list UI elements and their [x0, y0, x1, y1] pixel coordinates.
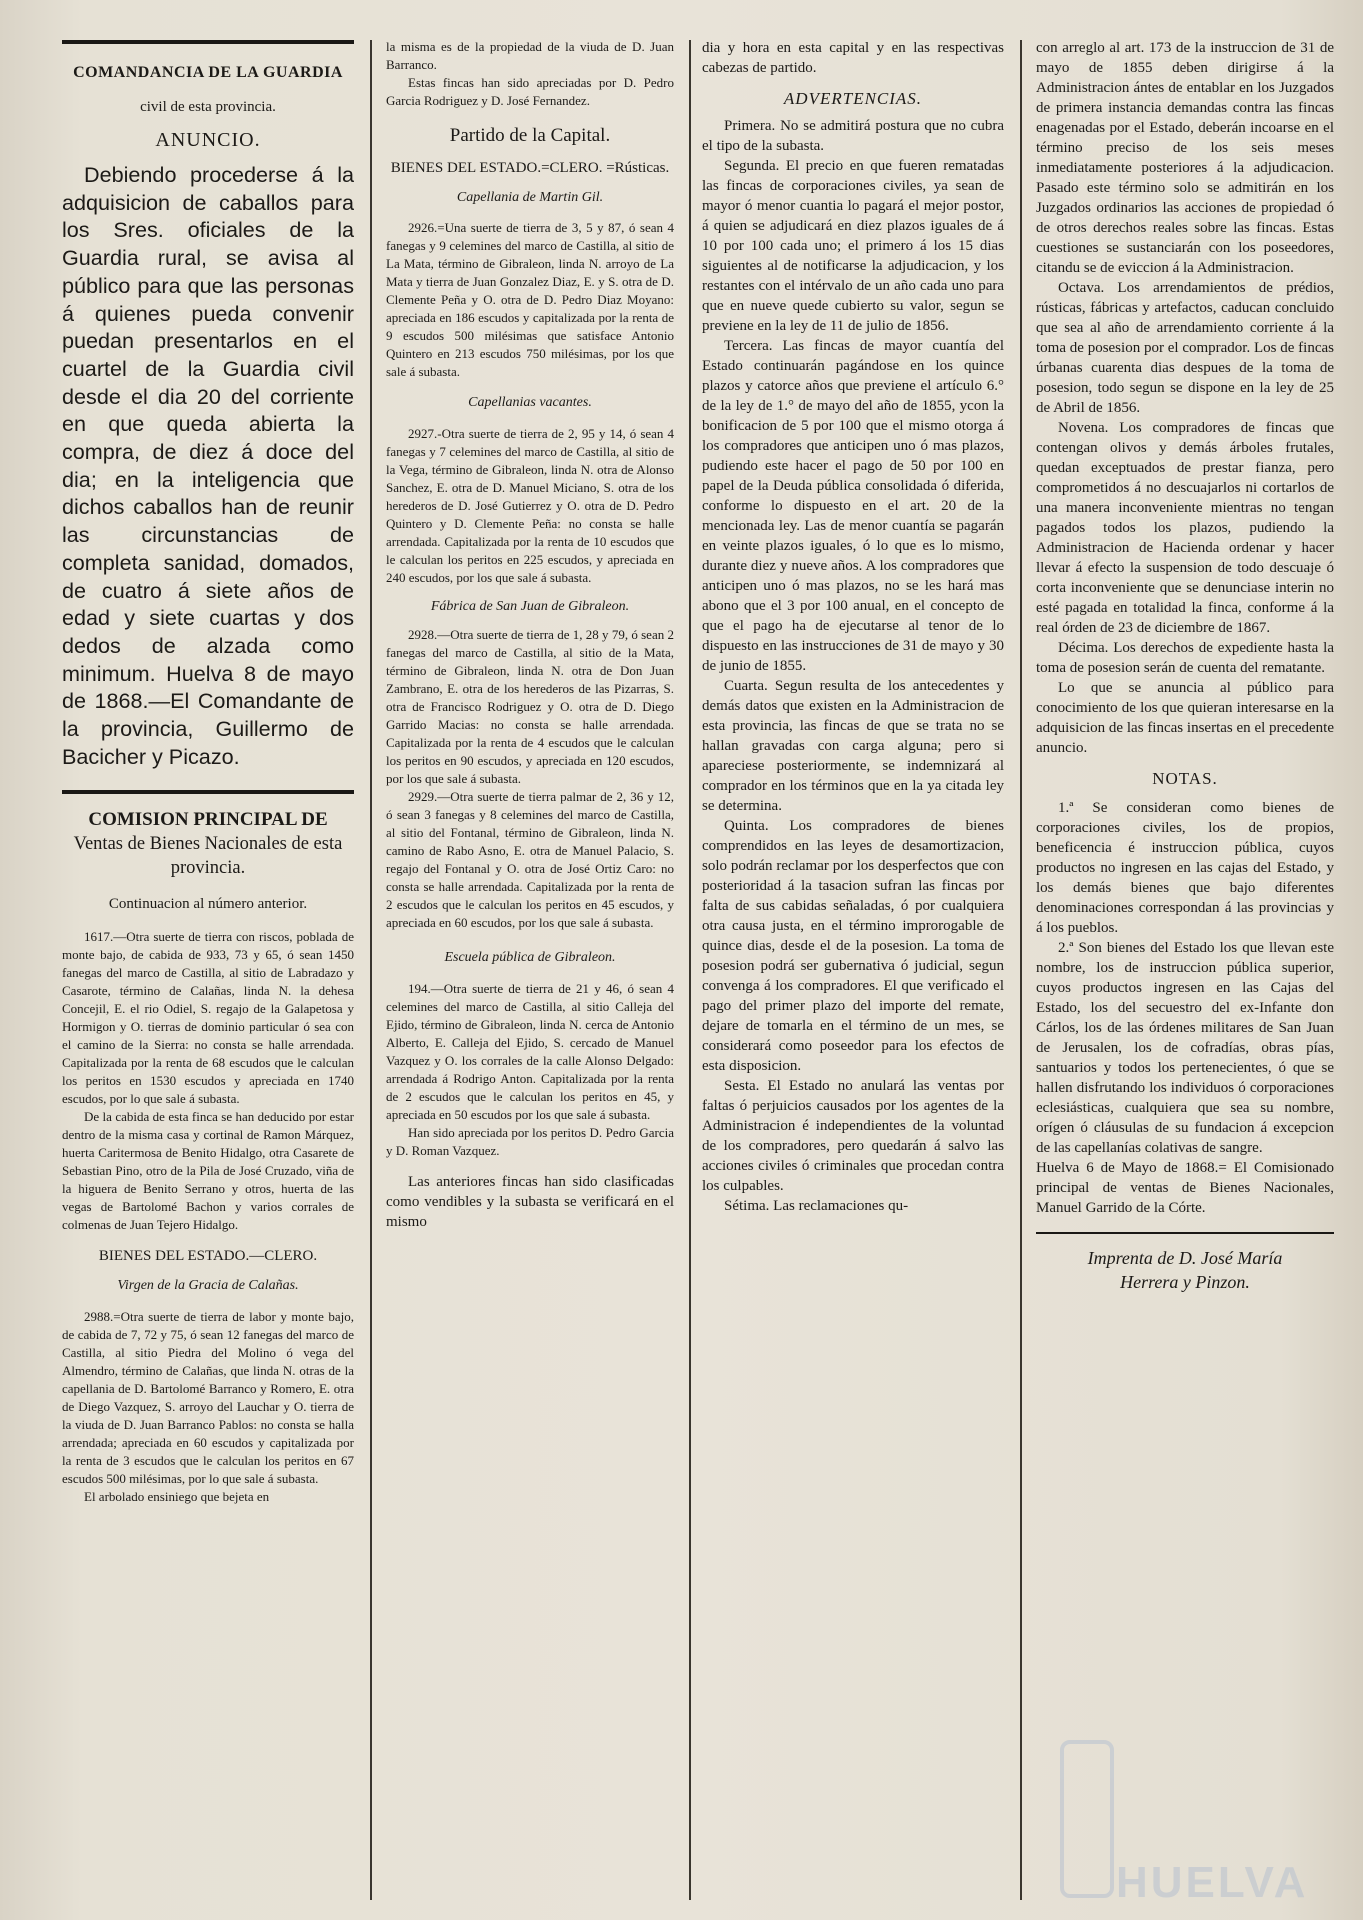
bienes-heading: BIENES DEL ESTADO.—CLERO. [98, 1248, 318, 1265]
archive-watermark [1020, 1700, 1320, 1910]
lot-2929: 2929.—Otra suerte de tierra palmar de 2, 36 y 12, ó sean 3 fanegas y 8 celemines del marco de Castilla, al sitio del Fontanal, término de Gibraleon, linda N. camino de Rabo Asno, E. otra de Manuel Palacio, S. regajo del Fontanal y O. otra de José Ortiz Caro: no consta se halle arrendada. Capitalizada por la renta de 2 escudos que le calculan los peritos en 45 escudos, y apreciada en 60 escudos, por los que sale á subasta. [386, 789, 674, 931]
lot-2988-end: El arbolado ensiniego que bejeta en [84, 1488, 270, 1504]
watermark-text: HUELVA [1116, 1858, 1309, 1907]
guardia-subtitle: civil de esta provincia. [140, 99, 276, 115]
comision-title: COMISION PRINCIPAL DE [88, 809, 328, 831]
apreciadas-note: Estas fincas han sido apreciadas por D. Pedro Garcia Rodriguez y D. José Fernandez. [386, 75, 674, 108]
imprenta-rule [1036, 1232, 1334, 1234]
bienes-heading-2: BIENES DEL ESTADO.=CLERO. =Rústicas. [390, 160, 670, 176]
anuncia-note: Lo que se anuncia al público para conocimiento de los que quieran interesarse en la adquisicion de las fincas insertas en el precedente anuncio. [1036, 680, 1334, 756]
lot-1617: 1617.—Otra suerte de tierra con riscos, poblada de monte bajo, de cabida de 933, 73 y 65, ó sean 1450 fanegas del marco de Castilla, al sitio de Labradazo y Casarote, término de Calañas, linda N. la dehesa Concejil, E. el rio Odiel, S. regajo de la Galapetosa y Hormigon y O. tierras de dominio particular ó sea con el camino de la Sierra: no consta se halle arrendada. Capitalizada por la renta de 68 escudos que le calculan los peritos en 1530 escudos y apreciada en 1740 escudos, por lo que sale á subasta. [62, 929, 354, 1107]
nota-2: 2.ª Son bienes del Estado los que llevan este nombre, los de instruccion pública superior, cuyos productos ingresen en las Cajas del Estado, los del secuestro del ex-Infante don Cárlos, los de las órdenes militares de San Juan de Jerusalen, los de cofradías, obras pías, santuarios y todos los pertenecientes, ó que se hallen disfrutando los individuos ó corporaciones eclesiásticas, cualquiera que sea su nombre, orígen ó cláusulas de su fundacion á excepcion de las capellanías colativas de sangre. [1036, 940, 1334, 1156]
imprenta-line-2: Herrera y Pinzon. [1120, 1272, 1250, 1292]
peritos-note: Han sido apreciada por los peritos D. Pedro Garcia y D. Roman Vazquez. [386, 1124, 674, 1158]
virgen-heading: Virgen de la Gracia de Calañas. [117, 1278, 299, 1294]
lot-2988: 2988.=Otra suerte de tierra de labor y monte bajo, de cabida de 7, 72 y 75, ó sean 12 fanegas del marco de Castilla, al sitio Piedra del Molino ó vega del Almendro, término de Calañas, que linda N. otras de la capellania de D. Bartolomé Barranco y Romero, E. otra de Diego Vazquez, S. arroyo del Lauchar y O. tierra de la viuda de D. Juan Barranco Pablos: no consta se halla arrendada; apreciada en 60 escudos y capitalizada por la renta de 3 escudos que le calculan los peritos en 67 escudos 500 milésimas, por lo que sale á subasta. [62, 1308, 354, 1486]
advertencia-quinta: Quinta. Los compradores de bienes comprendidos en las leyes de desamortizacion, solo podrán reclamar por los desperfectos que con posterioridad á la tasacion sufran las fincas por falta de sus cabidas señaladas, ó por cualquiera otra causa justa, en el término improrogable de quince dias, desde el de la posesion. La toma de posesion podrá ser gubernativa ó judicial, segun convenga á los compradores. El que verificado el pago del primer plazo del importe del remate, dejare de tomarla en el término de un mes, se considerará como poseedor para los efectos de esta disposicion. [702, 818, 1004, 1074]
column-2 [386, 38, 674, 1910]
firma: Huelva 6 de Mayo de 1868.= El Comisionado principal de ventas de Bienes Nacionales, Manuel Garrido de la Córte. [1036, 1160, 1334, 1216]
section-rule [62, 790, 354, 794]
column-1 [62, 38, 354, 1910]
fabrica-heading: Fábrica de San Juan de Gibraleon. [430, 598, 630, 614]
advertencia-tercera: Tercera. Las fincas de mayor cuantía del Estado continuarán pagándose en los quince plazos y catorce años que previene el artículo 6.° de la ley de 1.° de mayo del año de 1855, ycon la bonificacion de 5 por 100 que el mismo otorga á los compradores que anticipen uno ó mas plazos, pudiendo este hacer el pago de 50 por 100 en papel de la Deuda pública consolidada ó diferida, conforme lo dispuesto en el art. 20 de la mencionada ley. Las de menor cuantía se pagarán en veinte plazos iguales, ó lo que es lo mismo, durante diez y nueve años. A los compradores que anticipen uno ó mas plazos, no se les hará mas abono que el 3 por 100 anual, en el concepto de que el pago ha de ejecutarse al tenor de lo dispuesto en las instrucciones de 31 de mayo y 30 de junio de 1855. [702, 338, 1004, 674]
lot-2928: 2928.—Otra suerte de tierra de 1, 28 y 79, ó sean 2 fanegas del marco de Castilla, al sitio de la Mata, término de Gibraleon, linda N. otra de Don Juan Zambrano, E. otra de los herederos de las Pizarras, S. otra de Francisco Rodriguez y O. otra de D. Diego Garrido Macias: no consta se halle arrendada. Capitalizada por la renta de 4 escudos que le calculan los peritos en 90 escudos, y apreciada en 120 escudos, por los que sale á subasta. [386, 627, 674, 787]
notas-heading: NOTAS. [1152, 769, 1218, 788]
seal-icon [1060, 1740, 1114, 1898]
lot-2927: 2927.-Otra suerte de tierra de 2, 95 y 14, ó sean 4 fanegas y 7 celemines del marco de Castilla, al sitio de la Vega, término de Gibraleon, linda N. otra de Alonso Sanchez, E. otra de D. Manuel Miciano, S. otra de los herederos de D. José Gutierrez y O. otra de D. Pedro Quintero y D. Clemente Peña: no consta se halle arrendada. Capitalizada por la renta de 10 escudos que le calculan los peritos en 225 escudos, y apreciada en 240 escudos, por los que sale á subasta. [386, 425, 674, 585]
nota-1: 1.ª Se consideran como bienes de corporaciones civiles, los de propios, beneficencia é instruccion pública, cuyos productos no ingresen en las cajas del Estado, y los demás bienes que bajo diferentes denominaciones correspondan á las provincias y á los pueblos. [1036, 800, 1334, 936]
anuncio-body: Debiendo procederse á la adquisicion de caballos para los Sres. oficiales de la Guardia rural, se avisa al público para que las personas á quienes pueda convenir puedan presentarlos en el cuartel de la Guardia civil desde el dia 20 del corriente en que queda abierta la compra, de diez á doce del dia; en la inteligencia que dichos caballos han de reunir las circunstancias de completa sanidad, domados, de cuatro á siete años de edad y siete cuartas y dos dedos de alzada como minimum. Huelva 8 de mayo de 1868.—El Comandante de la provincia, Guillermo de Bacicher y Picazo. [62, 162, 354, 769]
guardia-title: COMANDANCIA DE LA GUARDIA [73, 64, 343, 81]
continuacion: Continuacion al número anterior. [108, 896, 308, 913]
advertencia-octava: Octava. Los arrendamientos de prédios, rústicas, fábricas y artefactos, caducan concluido que sea al año de arrendamiento corriente á la toma de posesion por el comprador. Los de fincas úrbanas cuarenta dias despues de la toma de posesion, todo segun se dispone en la ley de 25 de Abril de 1856. [1036, 280, 1334, 416]
comision-subtitle: Ventas de Bienes Nacionales de esta provincia. [73, 834, 343, 879]
col2-continuation: la misma es de la propiedad de la viuda de D. Juan Barranco. [386, 39, 674, 72]
column-3 [702, 38, 1004, 1910]
advertencia-setima: Sétima. Las reclamaciones qu- [724, 1198, 909, 1214]
anteriores-note: Las anteriores fincas han sido clasificadas como vendibles y la subasta se verificará en el mismo [386, 1173, 674, 1230]
advertencia-segunda: Segunda. El precio en que fueren rematadas las fincas de corporaciones civiles, ya sean de mayor ó menor cuantia lo pagará el mejor postor, á quien se adjudicará en diez plazos iguales de á 10 por 100 cada uno; el primero á los 15 dias siguientes al de notificarse la adjudicacion, y los restantes con el intérvalo de un año cada uno para que en nueve quede cubierto su valor, segun se previene en la ley de 11 de julio de 1856. [702, 158, 1004, 334]
advertencia-cuarta: Cuarta. Segun resulta de los antecedentes y demás datos que existen en la Administracion de esta provincia, las fincas de que se trata no se hallan gravadas con carga alguna; pero si apareciese posteriormente, se indemnizará al comprador en los términos que en la ya citada ley se determina. [702, 678, 1004, 814]
escuela-heading: Escuela pública de Gibraleon. [444, 950, 616, 966]
imprenta-line-1: Imprenta de D. José María [1087, 1248, 1283, 1268]
top-rule [62, 40, 354, 44]
advertencia-novena: Novena. Los compradores de fincas que contengan olivos y demás árboles frutales, quedan exceptuados de prestar fianza, pero comprometidos á no descuajarlos ni cortarlos de una manera inconveniente mientras no tengan pagados todos los plazos, pudiendo la Administracion de Hacienda ordenar y hacer llevar á efecto la suspension de todo descuaje ó corta inconveniente que se denunciase interin no esté pagada en totalidad la finca, conforme á la real órden de 23 de diciembre de 1867. [1036, 420, 1334, 636]
anuncio-heading: ANUNCIO. [155, 129, 261, 151]
capellania-heading: Capellania de Martin Gil. [456, 190, 604, 205]
column-divider [689, 40, 691, 1900]
column-4 [1036, 38, 1334, 1910]
lot-194: 194.—Otra suerte de tierra de 21 y 46, ó sean 4 celemines del marco de Castilla, al sitio Calleja del Ejido, término de Gibraleon, linda N. cerca de Antonio Alberto, E. Calleja del Ejido, S. cercado de Manuel Vazquez y O. los corrales de la calle Alonso Delgado: arrendada á Rodrigo Anton. Capitalizada por la renta de 2 escudos que le calculan los peritos en 45, y apreciada en 50 escudos por los que sale á subasta. [386, 980, 674, 1122]
lot-1617-note: De la cabida de esta finca se han deducido por estar dentro de la misma casa y cortinal de Ramon Márquez, huerta Caritermosa de Benito Hidalgo, otra Casarete de Sebastian Pino, otro de la Pila de José Cruzado, viña de la higuera de Benito Serrano y otros, huerta de las vegas de Bartolomé Bachon y varios corrales de colmenas de Juan Tejero Hidalgo. [62, 1109, 354, 1233]
column-divider [370, 40, 372, 1900]
advertencias-heading: ADVERTENCIAS. [783, 89, 923, 108]
lot-2926: 2926.=Una suerte de tierra de 3, 5 y 87, ó sean 4 fanegas y 9 celemines del marco de Castilla, al sitio de La Mata, término de Gibraleon, linda N. arroyo de La Mata y tierra de Juan Gonzalez Diaz, E. y S. otra de D. Clemente Peña y O. otra de D. Pedro Diaz Moyano: apreciada en 186 escudos y capitalizada por la renta de 9 escudos 500 milésimas que satisface Antonio Quintero en 213 escudos 750 milésimas, por los que sale á subasta. [386, 220, 674, 380]
col4-continuation: con arreglo al art. 173 de la instruccion de 31 de mayo de 1855 deben dirigirse á la Administracion ántes de entablar en los Juzgados de primera instancia demandas contra las fincas enagenadas por el Estado, deberán incoarse en el término preciso de los seis meses inmediatamente posteriores á la adjudicacion. Pasado este término solo se admitirán en los Juzgados ordinarios las acciones de propiedad ó de otros derechos reales sobre las fincas. Estas cuestiones se sustanciarán con los poseedores, citandu se de eviccion á la Administracion. [1036, 40, 1334, 276]
advertencia-sesta: Sesta. El Estado no anulará las ventas por faltas ó perjuicios causados por los agentes de la Administracion é independientes de la voluntad de los compradores, pero quedarán á salvo las acciones civiles ó criminales que procedan contra los culpables. [702, 1078, 1004, 1194]
col3-continuation: dia y hora en esta capital y en las respectivas cabezas de partido. [702, 40, 1004, 76]
column-divider [1020, 40, 1022, 1900]
advertencia-decima: Décima. Los derechos de expediente hasta la toma de posesion serán de cuenta del rematante. [1036, 640, 1334, 676]
partido-heading: Partido de la Capital. [449, 125, 611, 146]
capellanias-heading: Capellanias vacantes. [468, 395, 592, 411]
advertencia-primera: Primera. No se admitirá postura que no cubra el tipo de la subasta. [702, 118, 1004, 154]
